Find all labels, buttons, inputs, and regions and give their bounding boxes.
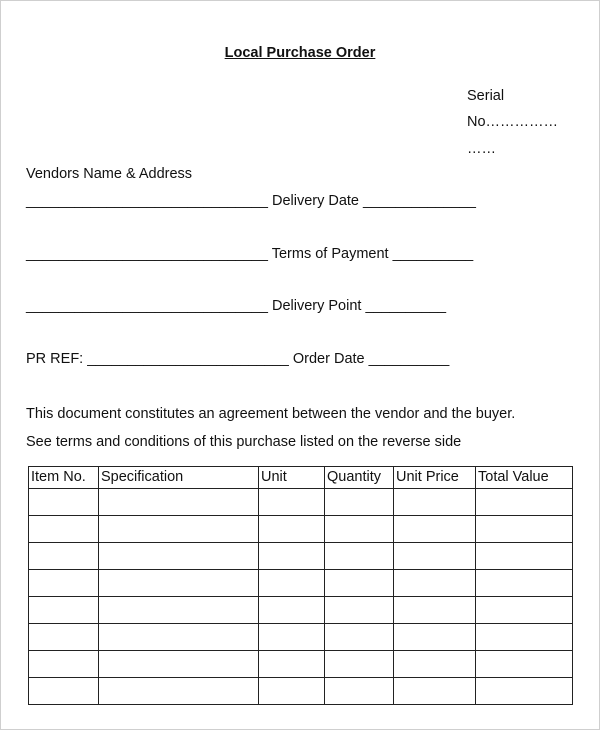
cell-total-value xyxy=(476,489,573,516)
cell-unit-price xyxy=(394,570,476,597)
pr-ref-field: PR REF: _________________________ xyxy=(26,351,289,367)
table-row xyxy=(29,570,573,597)
cell-quantity xyxy=(325,543,394,570)
header-unit: Unit xyxy=(259,467,325,489)
cell-total-value xyxy=(476,624,573,651)
terms-of-payment-label: Terms of Payment xyxy=(271,246,389,262)
table-row xyxy=(29,624,573,651)
cell-total-value xyxy=(476,597,573,624)
terms-of-payment-blank: __________ xyxy=(392,246,474,262)
table-row xyxy=(29,678,573,705)
table-row xyxy=(29,651,573,678)
cell-item-no xyxy=(29,624,99,651)
cell-item-no xyxy=(29,597,99,624)
header-specification: Specification xyxy=(99,467,259,489)
cell-item-no xyxy=(29,570,99,597)
delivery-date-label: Delivery Date xyxy=(271,193,359,209)
cell-total-value xyxy=(476,543,573,570)
cell-item-no xyxy=(29,678,99,705)
header-unit-price: Unit Price xyxy=(394,467,476,489)
order-date-row xyxy=(26,350,449,368)
cell-specification xyxy=(99,489,259,516)
table-row xyxy=(29,516,573,543)
cell-unit xyxy=(259,489,325,516)
vendor-blank-line-1: ______________________________ xyxy=(26,193,268,209)
vendor-blank-line-2: ______________________________ xyxy=(26,246,268,262)
delivery-point-blank: __________ xyxy=(365,298,447,314)
delivery-date-blank: ______________ xyxy=(363,193,476,209)
agreement-statement: This document constitutes an agreement between the vendor and the buyer. xyxy=(26,406,516,422)
order-date-label: Order Date xyxy=(292,351,365,367)
cell-unit-price xyxy=(394,543,476,570)
cell-item-no xyxy=(29,651,99,678)
terms-of-payment-row xyxy=(26,245,473,263)
table-row xyxy=(29,597,573,624)
cell-quantity xyxy=(325,678,394,705)
cell-quantity xyxy=(325,489,394,516)
cell-unit xyxy=(259,543,325,570)
cell-specification xyxy=(99,678,259,705)
header-quantity: Quantity xyxy=(325,467,394,489)
header-item-no: Item No. xyxy=(29,467,99,489)
cell-unit-price xyxy=(394,678,476,705)
vendors-name-address-label: Vendors Name & Address xyxy=(26,166,193,182)
cell-unit xyxy=(259,516,325,543)
cell-specification xyxy=(99,597,259,624)
cell-specification xyxy=(99,651,259,678)
cell-specification xyxy=(99,543,259,570)
cell-quantity xyxy=(325,516,394,543)
cell-total-value xyxy=(476,570,573,597)
cell-unit-price xyxy=(394,624,476,651)
table-row xyxy=(29,489,573,516)
cell-item-no xyxy=(29,516,99,543)
cell-total-value xyxy=(476,651,573,678)
order-date-blank: __________ xyxy=(368,351,450,367)
table-row xyxy=(29,543,573,570)
cell-quantity xyxy=(325,651,394,678)
delivery-date-row xyxy=(26,192,476,210)
cell-unit-price xyxy=(394,489,476,516)
delivery-point-label: Delivery Point xyxy=(271,298,362,314)
cell-unit-price xyxy=(394,516,476,543)
cell-specification xyxy=(99,570,259,597)
vendor-blank-line-3: ______________________________ xyxy=(26,298,268,314)
cell-quantity xyxy=(325,570,394,597)
cell-item-no xyxy=(29,543,99,570)
cell-unit-price xyxy=(394,597,476,624)
document-title-block xyxy=(1,44,599,62)
terms-reference-statement: See terms and conditions of this purchase listed on the reverse side xyxy=(26,434,462,450)
header-total-value: Total Value xyxy=(476,467,573,489)
cell-unit-price xyxy=(394,651,476,678)
cell-specification xyxy=(99,516,259,543)
document-title: Local Purchase Order xyxy=(224,45,376,61)
cell-quantity xyxy=(325,624,394,651)
serial-number-line: No…………… xyxy=(467,114,559,130)
cell-unit xyxy=(259,570,325,597)
table-header-row xyxy=(29,467,573,489)
serial-number-continuation: …… xyxy=(467,141,496,157)
cell-unit xyxy=(259,678,325,705)
cell-unit xyxy=(259,624,325,651)
items-table xyxy=(28,466,573,705)
cell-unit xyxy=(259,651,325,678)
cell-total-value xyxy=(476,678,573,705)
cell-unit xyxy=(259,597,325,624)
cell-specification xyxy=(99,624,259,651)
delivery-point-row xyxy=(26,297,446,315)
cell-total-value xyxy=(476,516,573,543)
serial-label: Serial xyxy=(467,88,505,104)
cell-item-no xyxy=(29,489,99,516)
cell-quantity xyxy=(325,597,394,624)
